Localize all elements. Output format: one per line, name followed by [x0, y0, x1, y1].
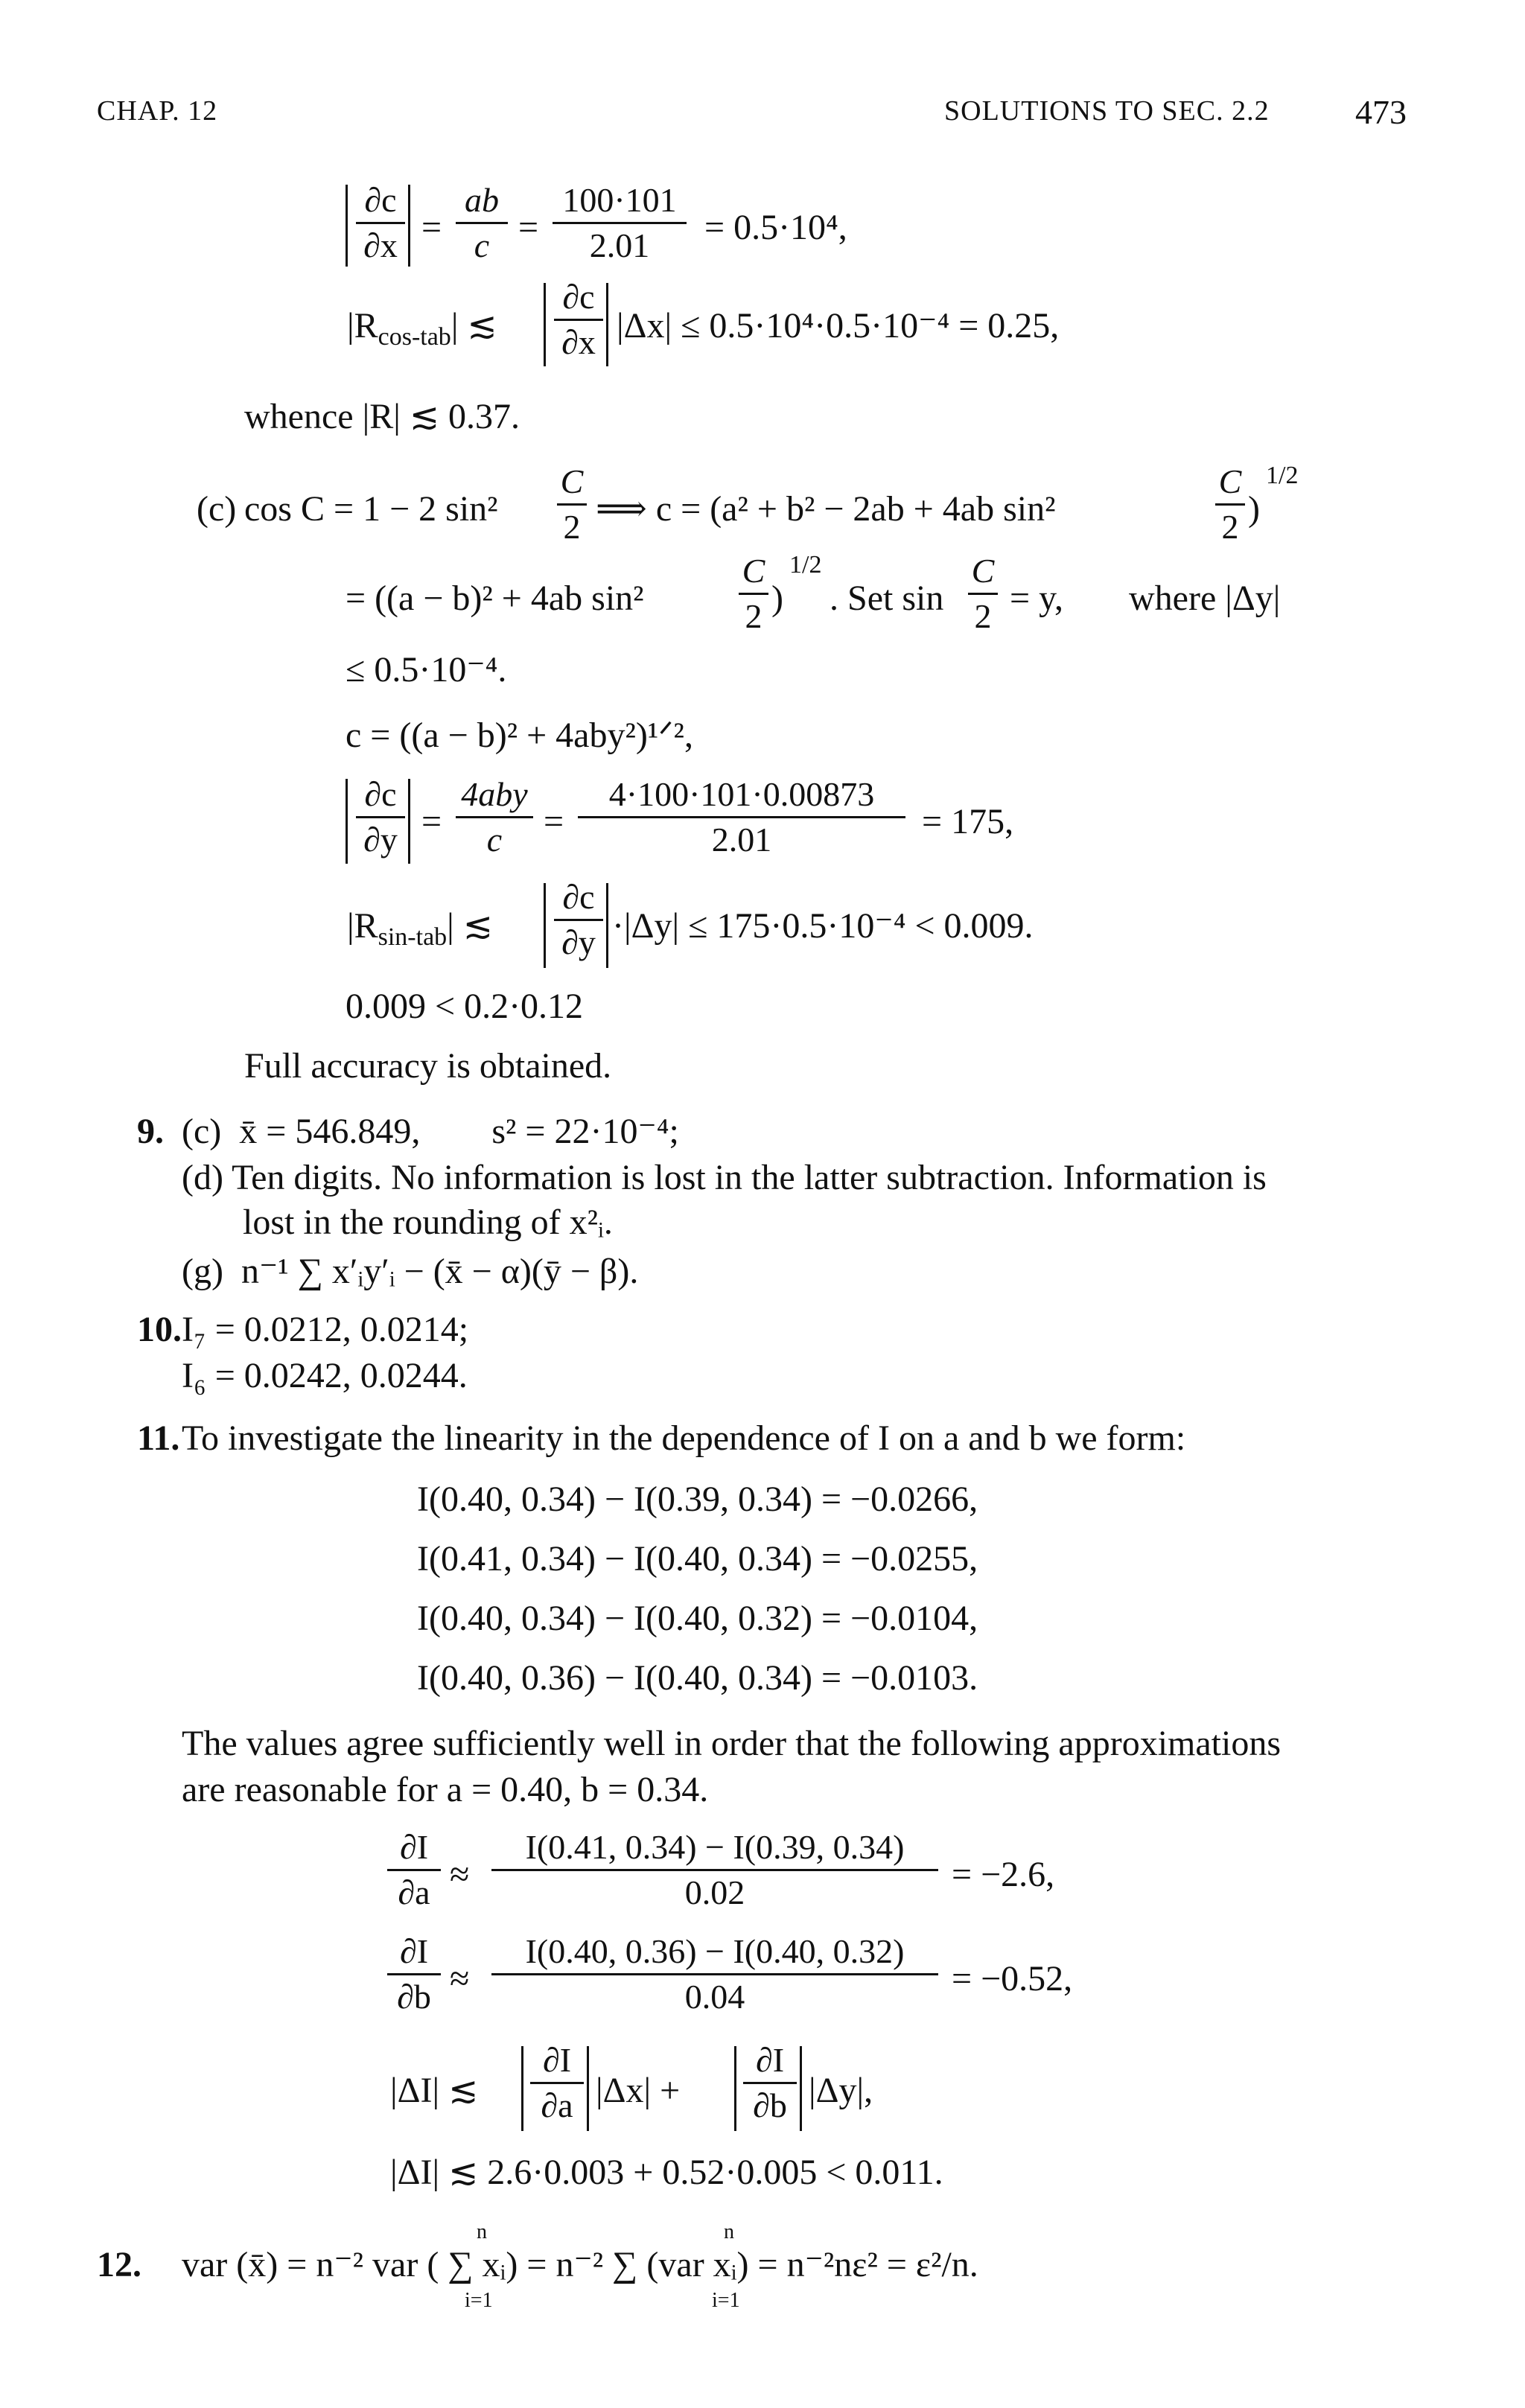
p9-part-g: (g) n⁻¹ ∑ x′ᵢy′ᵢ − (x̄ − α)(ȳ − β). [182, 1252, 639, 1291]
result-dI-db: = −0.52, [952, 1959, 1073, 1998]
fraction-ab-c: ab c [456, 183, 508, 263]
equals: = [518, 208, 539, 247]
result-dI-da: = −2.6, [952, 1855, 1055, 1894]
abs-bar-left [544, 283, 546, 366]
fraction-c-2: C 2 [968, 554, 998, 634]
delta-x-term: |Δx| + [596, 2071, 681, 2110]
page-number: 473 [1355, 93, 1407, 131]
fraction-c-2: C 2 [1215, 465, 1245, 544]
abs-bar-right [587, 2046, 589, 2131]
abs-bar-right [408, 185, 410, 267]
equals: = [421, 208, 442, 247]
exponent-half: 1/2 [789, 551, 822, 579]
sum-upper-limit: n [724, 2220, 734, 2243]
close-paren: ) [771, 579, 783, 618]
approx-sign: ≈ [450, 1959, 470, 1998]
p9-part-c: (c) x̄ = 546.849, s² = 22·10⁻⁴; [182, 1112, 679, 1151]
p11-equation-3: I(0.40, 0.34) − I(0.40, 0.32) = −0.0104, [417, 1599, 978, 1638]
delta-y-bound: ≤ 0.5·10⁻⁴. [346, 650, 507, 689]
r-cos-tab-lhs: $|R_{cos-tab}|$ ≲ [347, 306, 497, 351]
equation-result: = 0.5·10⁴, [704, 208, 847, 247]
comparison-line: 0.009 < 0.2·0.12 [346, 987, 584, 1026]
fraction-dI-db: ∂I ∂b [387, 1934, 441, 2014]
abs-bar-right [408, 779, 410, 864]
sum-upper-limit: n [477, 2220, 487, 2243]
equals: = [544, 802, 564, 841]
p9-part-d-line1: (d) Ten digits. No information is lost in the latter subtraction. Information is [182, 1158, 1267, 1197]
abs-bar-right [606, 283, 608, 366]
p10-line1: I₇ = 0.0212, 0.0214; [182, 1310, 469, 1349]
p11-equation-2: I(0.41, 0.34) − I(0.40, 0.34) = −0.0255, [417, 1539, 978, 1579]
p10-line2: I₆ = 0.0242, 0.0244. [182, 1356, 468, 1395]
abs-bar-right [606, 883, 608, 968]
fraction-4aby-c: 4aby c [456, 777, 533, 857]
delta-y-term: |Δy|, [809, 2071, 873, 2110]
abs-bar-left [346, 185, 348, 267]
c-expression-line2: = ((a − b)² + 4ab sin² [346, 579, 644, 618]
sum-lower-limit: i=1 [712, 2289, 740, 2312]
r-sin-tab-lhs: $|R_{sin-tab}|$ ≲ [347, 906, 493, 951]
fraction-dc-dx-2: ∂c ∂x [554, 280, 603, 360]
p11-text-1: The values agree sufficiently well in order that the following approximations [182, 1724, 1282, 1763]
fraction-100-101: 100·101 2.01 [553, 183, 687, 263]
approx-sign: ≈ [450, 1855, 470, 1894]
set-sin-text: . Set sin [830, 579, 944, 618]
fraction-dc-dy: ∂c ∂y [356, 777, 405, 857]
where-delta-y: where |Δy| [1129, 579, 1281, 618]
equation-result: = 175, [922, 802, 1014, 841]
section-header: SOLUTIONS TO SEC. 2.2 [944, 95, 1270, 127]
problem-number-11: 11. [137, 1418, 180, 1458]
fraction-c-2: C 2 [557, 465, 587, 544]
fraction-dI-da-abs: ∂I ∂a [530, 2043, 584, 2123]
p9-part-d-line2: lost in the rounding of x²ᵢ. [243, 1203, 613, 1242]
abs-bar-left [544, 883, 546, 968]
chapter-header: CHAP. 12 [97, 95, 218, 127]
abs-bar-left [521, 2046, 523, 2131]
equals-y: = y, [1010, 579, 1063, 618]
cos-c-line: cos C = 1 − 2 sin² [244, 489, 498, 529]
problem-number-12: 12. [97, 2245, 141, 2284]
fraction-dc-dy-2: ∂c ∂y [554, 880, 603, 960]
fraction-c-2: C 2 [739, 554, 768, 634]
fraction-dc-dx: ∂c ∂x [356, 183, 405, 263]
abs-bar-right [800, 2046, 802, 2131]
fraction-dI-da: ∂I ∂a [387, 1830, 441, 1910]
problem-number-10: 10. [137, 1310, 182, 1349]
problem-number-9: 9. [137, 1112, 164, 1151]
c-definition: c = ((a − b)² + 4aby²)¹ᐟ², [346, 716, 693, 755]
fraction-dI-db-abs: ∂I ∂b [743, 2043, 797, 2123]
p11-equation-4: I(0.40, 0.36) − I(0.40, 0.34) = −0.0103. [417, 1658, 978, 1698]
sum-lower-limit: i=1 [465, 2289, 493, 2312]
fraction-difference-a: I(0.41, 0.34) − I(0.39, 0.34) 0.02 [491, 1830, 938, 1910]
part-c-label: (c) [197, 489, 237, 529]
abs-bar-left [734, 2046, 736, 2131]
p12-equation: var (x̄) = n⁻² var ( ∑ xᵢ) = n⁻² ∑ (var xᵢ) = n⁻²nε² = ε²/n. [182, 2245, 978, 2284]
full-accuracy-text: Full accuracy is obtained. [244, 1046, 612, 1086]
delta-I-bound: |ΔI| ≲ 2.6·0.003 + 0.52·0.005 < 0.011. [390, 2153, 943, 2192]
whence-line: whence |R| ≲ 0.37. [244, 397, 520, 436]
fraction-difference-b: I(0.40, 0.36) − I(0.40, 0.32) 0.04 [491, 1934, 938, 2014]
abs-bar-left [346, 779, 348, 864]
equals: = [421, 802, 442, 841]
fraction-numeric: 4·100·101·0.00873 2.01 [578, 777, 905, 857]
r-cos-tab-rhs: |Δx| ≤ 0.5·10⁴·0.5·10⁻⁴ = 0.25, [617, 306, 1060, 345]
exponent-half: 1/2 [1266, 462, 1299, 489]
p11-equation-1: I(0.40, 0.34) − I(0.39, 0.34) = −0.0266, [417, 1479, 978, 1519]
delta-I-lhs: |ΔI| ≲ [390, 2071, 479, 2110]
p11-intro: To investigate the linearity in the dependence of I on a and b we form: [182, 1418, 1186, 1458]
c-expression: ⟹ c = (a² + b² − 2ab + 4ab sin² [596, 489, 1056, 529]
close-paren: ) [1248, 489, 1260, 529]
p11-text-2: are reasonable for a = 0.40, b = 0.34. [182, 1770, 709, 1809]
r-sin-tab-rhs: ·|Δy| ≤ 175·0.5·10⁻⁴ < 0.009. [612, 906, 1034, 946]
